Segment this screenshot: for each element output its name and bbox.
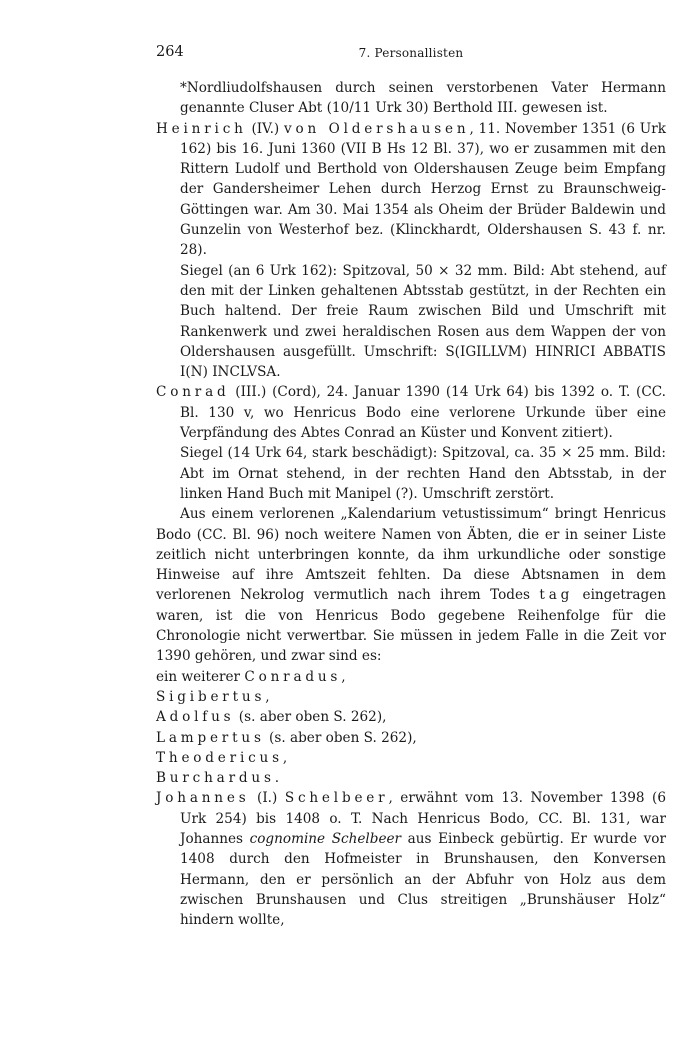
list-item-adolfus-name: Adolfus (156, 709, 235, 726)
list-item-theodericus: Theodericus, (156, 749, 292, 766)
entry-johannes-italic: cognomine Schelbeer (249, 830, 402, 847)
entry-heinrich-text: , 11. November 1351 (6 Urk 162) bis 16. Juni 1360 (VII B Hs 12 Bl. 37), wo er zusammen mit den Rittern Ludolf und Berthold von Oldershausen Zeuge beim Empfang der Gandersheimer Lehen durch Herzog Ernst zu Braunschweig-Göttingen war. Am 30. Mai 1354 als Oheim der Brüder Baldewin und Gunzelin von Westerhof bez. (Klinckhardt, Oldershausen S. 43 f. nr. 28). (180, 120, 666, 259)
list-item-sigibertus: Sigibertus, (156, 688, 274, 705)
entry-johannes-name: Johannes (156, 790, 250, 807)
entry-heinrich-name: Heinrich (156, 120, 247, 137)
list-item-lampertus-note: (s. aber oben S. 262), (264, 729, 417, 746)
list-item-conradus (156, 667, 666, 687)
entry-conrad (156, 382, 666, 443)
entry-johannes-number: (I.) (249, 790, 285, 807)
list-item-conradus-prefix: ein weiterer (156, 668, 245, 685)
entry-johannes-surname: Schelbeer (284, 790, 389, 807)
entry-johannes-text-2: aus Einbeck gebürtig. Er wurde vor 1408 durch den Hofmeister in Brunshausen, den Konversen Hermann, den er persönlich an der Abfuhr von Holz aus dem zwischen Brunshausen und Clus streitigen „Brunshäuser Holz“ hindern wollte, (180, 830, 666, 929)
page-number: 264 (156, 44, 184, 60)
list-item-adolfus (156, 707, 666, 727)
entry-johannes-text-1: , erwähnt vom 13. November 1398 (6 Urk 254) bis 1408 o. T. Nach Henricus Bodo, CC. Bl. 131, war Johannes (180, 790, 666, 847)
paragraph-kalendarium-part-2: eingetragen waren, ist die von Henricus Bodo gegebene Reihenfolge für die Chronologie nicht verwertbar. Sie müssen in jedem Falle in die Zeit vor 1390 gehören, und zwar sind es: (156, 587, 666, 665)
page-header (156, 44, 666, 64)
running-title: 7. Personallisten (358, 46, 464, 60)
entry-conrad-name: Conrad (156, 384, 230, 401)
paragraph-kalendarium (156, 504, 666, 666)
list-item-lampertus-name: Lampertus (156, 729, 265, 746)
entry-heinrich-place: von Oldershausen (284, 120, 470, 137)
list-item-lampertus (156, 728, 666, 748)
paragraph-berthold-continuation: *Nordliudolfshausen durch seinen verstorbenen Vater Hermann genannte Cluser Abt (10/11 Urk 30) Berthold III. gewesen ist. (180, 80, 666, 117)
paragraph-kalendarium-tag: tag (539, 587, 574, 604)
entry-heinrich-seal: Siegel (an 6 Urk 162): Spitzoval, 50 × 32 mm. Bild: Abt stehend, auf den mit der Linken gehaltenen Abtsstab gestützt, in der Rechten ein Buch haltend. Der freie Raum zwischen Bild und Umschrift mit Rankenwerk und zwei heraldischen Rosen aus dem Wappen der von Oldershausen ausgefüllt. Umschrift: S(IGILLVM) HINRICI ABBATIS I(N) INCLVSA. (180, 262, 666, 381)
list-item-adolfus-note: (s. aber oben S. 262), (234, 709, 387, 726)
paragraph-kalendarium-part-1: Aus einem verlorenen „Kalendarium vetustissimum“ bringt Henricus Bodo (CC. Bl. 96) noch weitere Namen von Äbten, die er in seiner Liste zeitlich nicht unterbringen konnte, da ihm urkundliche oder sonstige Hinweise auf ihre Amtszeit fehlten. Da diese Abtsnamen in dem verlorenen Nekrolog vermutlich nach ihrem Todes (156, 506, 666, 604)
entry-heinrich-number: (IV.) (246, 120, 284, 137)
entry-conrad-text: (III.) (Cord), 24. Januar 1390 (14 Urk 64) bis 1392 o. T. (CC. Bl. 130 v, wo Henricus Bodo eine verlorene Urkunde über eine Verpfändung des Abtes Conrad an Küster und Konvent zitiert). (180, 384, 666, 442)
entry-heinrich (156, 119, 666, 261)
list-item-burchardus: Burchardus. (156, 770, 283, 787)
body-text (156, 78, 666, 930)
list-item-conradus-name: Conradus (244, 668, 342, 685)
list-item-conradus-suffix: , (341, 668, 346, 685)
entry-johannes (156, 788, 666, 930)
entry-conrad-seal: Siegel (14 Urk 64, stark beschädigt): Spitzoval, ca. 35 × 25 mm. Bild: Abt im Ornat stehend, in der rechten Hand den Abtsstab, in der linken Hand Buch mit Manipel (?). Umschrift zerstört. (180, 445, 666, 502)
